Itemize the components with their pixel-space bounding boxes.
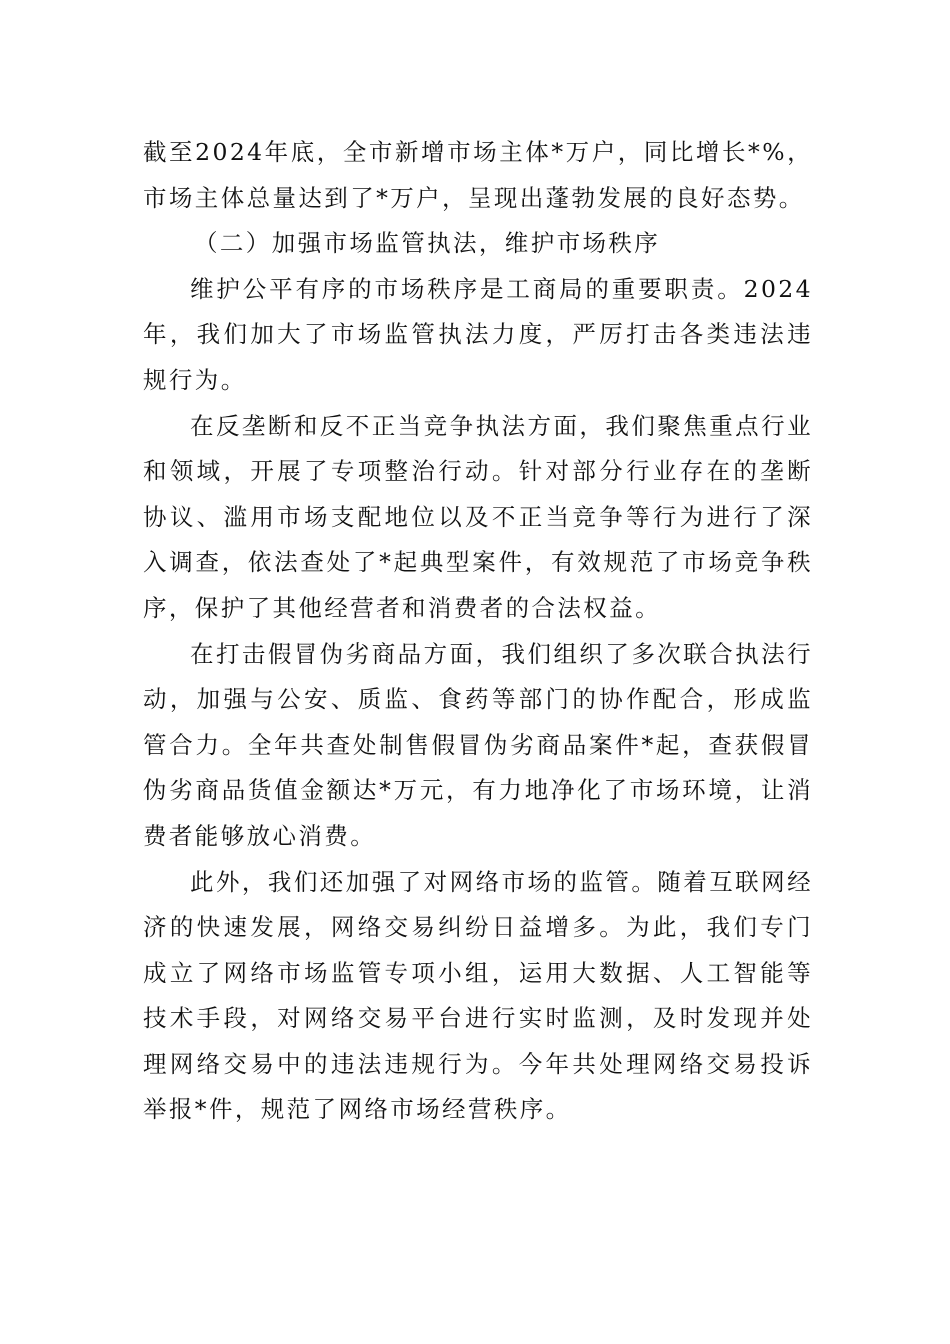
section-heading: （二）加强市场监管执法，维护市场秩序 <box>194 229 661 258</box>
paragraph-2: 在反垄断和反不正当竞争执法方面，我们聚焦重点行业和领域，开展了专项整治行动。针对部分行业存在的垄断协议、滥用市场支配地位以及不正当竞争等行为进行了深入调查，依法查处了*起典型案件，有效规范了市场竞争秩序，保护了其他经营者和消费者的合法权益。 <box>143 411 813 622</box>
document-body <box>143 130 813 1133</box>
paragraph-3: 在打击假冒伪劣商品方面，我们组织了多次联合执法行动，加强与公安、质监、食药等部门的协作配合，形成监管合力。全年共查处制售假冒伪劣商品案件*起，查获假冒伪劣商品货值金额达*万元，有力地净化了市场环境，让消费者能够放心消费。 <box>143 639 813 850</box>
paragraph-intro: 截至2024年底，全市新增市场主体*万户，同比增长*%，市场主体总量达到了*万户，呈现出蓬勃发展的良好态势。 <box>143 138 813 212</box>
paragraph-1: 维护公平有序的市场秩序是工商局的重要职责。2024年，我们加大了市场监管执法力度，严厉打击各类违法违规行为。 <box>143 274 813 394</box>
paragraph-4: 此外，我们还加强了对网络市场的监管。随着互联网经济的快速发展，网络交易纠纷日益增多。为此，我们专门成立了网络市场监管专项小组，运用大数据、人工智能等技术手段，对网络交易平台进行实时监测，及时发现并处理网络交易中的违法违规行为。今年共处理网络交易投诉举报*件，规范了网络市场经营秩序。 <box>143 867 813 1124</box>
